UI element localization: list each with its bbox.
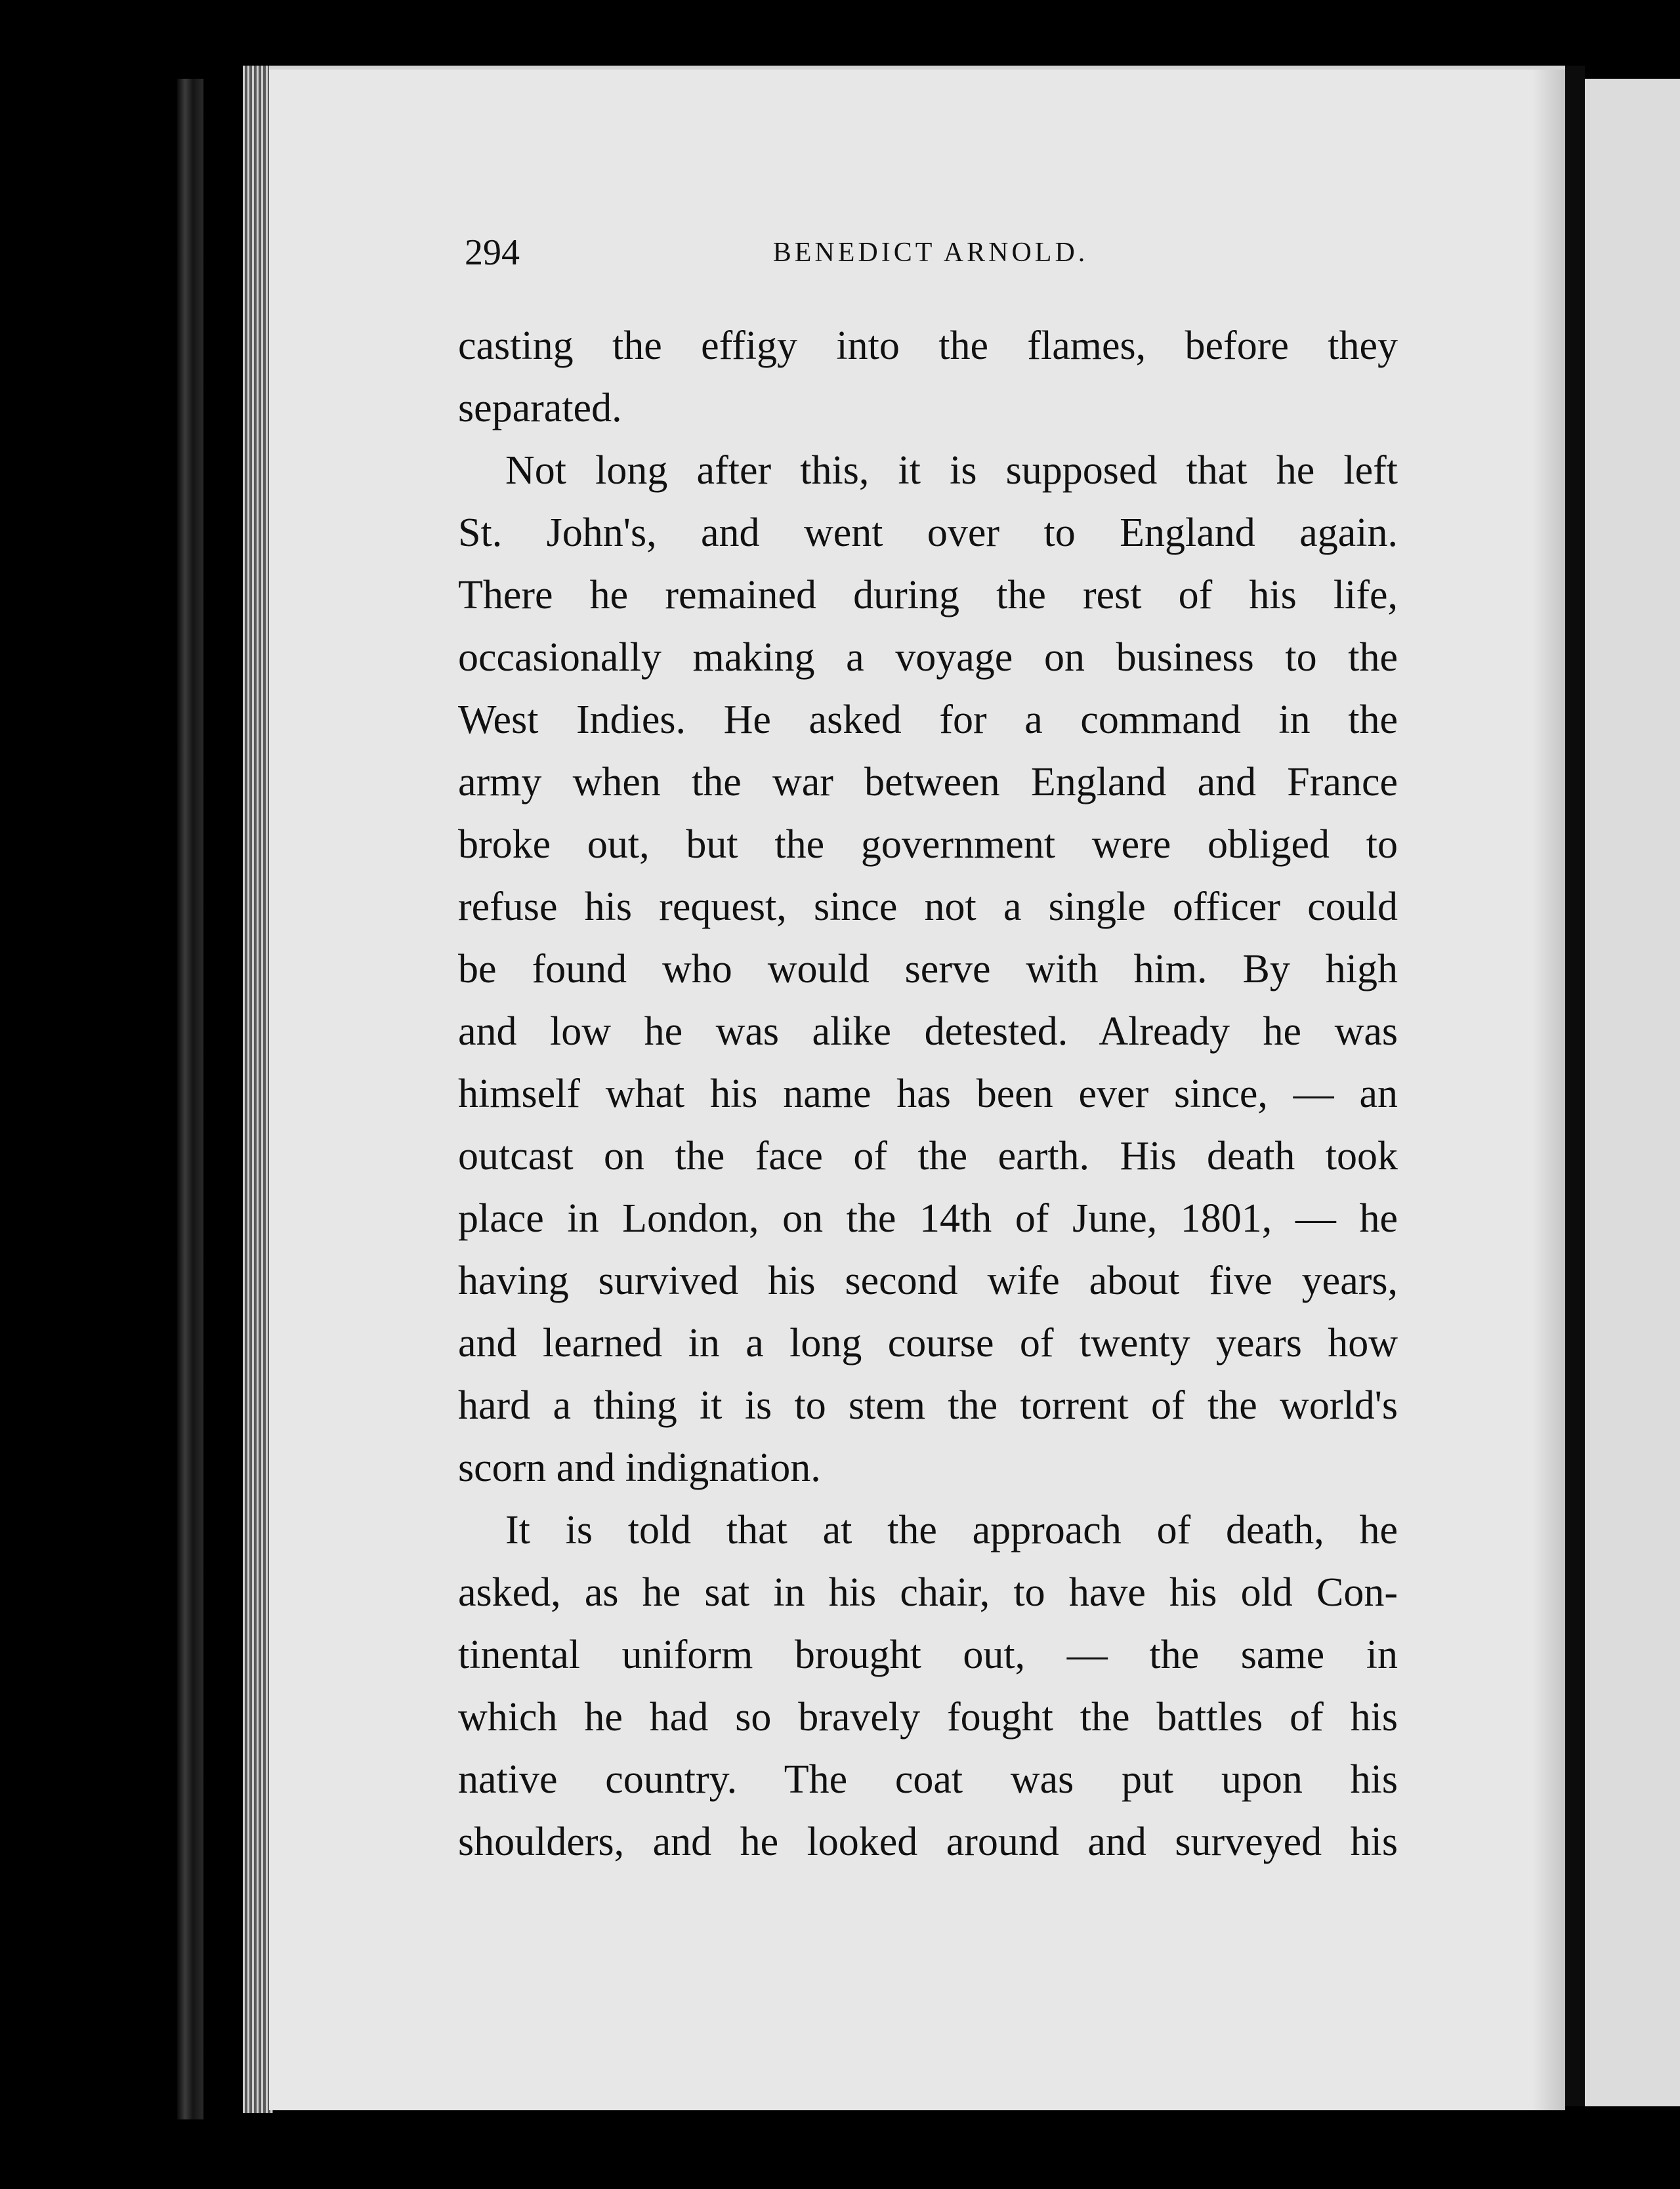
text-line: himself what his name has been ever since, — an: [458, 1072, 1398, 1116]
text-line: separated.: [458, 386, 622, 430]
text-line: refuse his request, since not a single officer could: [458, 885, 1398, 929]
text-line: occasionally making a voyage on business to the: [458, 635, 1398, 680]
text-line: St. John's, and went over to England again.: [458, 511, 1398, 555]
book-gutter: [1565, 66, 1585, 2106]
text-line: casting the effigy into the flames, before they: [458, 323, 1398, 368]
text-line: West Indies. He asked for a command in the: [458, 698, 1398, 742]
text-line: It is told that at the approach of death, he: [505, 1508, 1398, 1553]
running-header: [465, 226, 1396, 279]
text-line: army when the war between England and France: [458, 760, 1398, 804]
body-text: [458, 315, 1398, 1873]
text-line: and low he was alike detested. Already he was: [458, 1009, 1398, 1054]
text-line: shoulders, and he looked around and surveyed his: [458, 1820, 1398, 1864]
text-line: tinental uniform brought out, — the same in: [458, 1633, 1398, 1677]
text-line: which he had so bravely fought the battles of his: [458, 1695, 1398, 1740]
text-line: Not long after this, it is supposed that he left: [505, 448, 1398, 493]
page-number: 294: [465, 232, 520, 273]
facing-page-edge: [1585, 79, 1680, 2106]
text-line: outcast on the face of the earth. His death took: [458, 1134, 1398, 1178]
text-line: be found who would serve with him. By high: [458, 947, 1398, 991]
text-line: hard a thing it is to stem the torrent of the world's: [458, 1383, 1398, 1428]
text-line: and learned in a long course of twenty years how: [458, 1321, 1398, 1366]
book-spine-edge: [177, 79, 203, 2119]
text-line: having survived his second wife about five years,: [458, 1259, 1398, 1303]
text-line: asked, as he sat in his chair, to have his old Con-: [458, 1570, 1398, 1615]
text-line: broke out, but the government were obliged to: [458, 822, 1398, 867]
text-line: There he remained during the rest of his life,: [458, 573, 1398, 617]
text-line: place in London, on the 14th of June, 1801, — he: [458, 1196, 1398, 1241]
text-line: native country. The coat was put upon his: [458, 1757, 1398, 1802]
text-line: scorn and indignation.: [458, 1446, 821, 1490]
running-title: BENEDICT ARNOLD.: [772, 238, 1089, 268]
